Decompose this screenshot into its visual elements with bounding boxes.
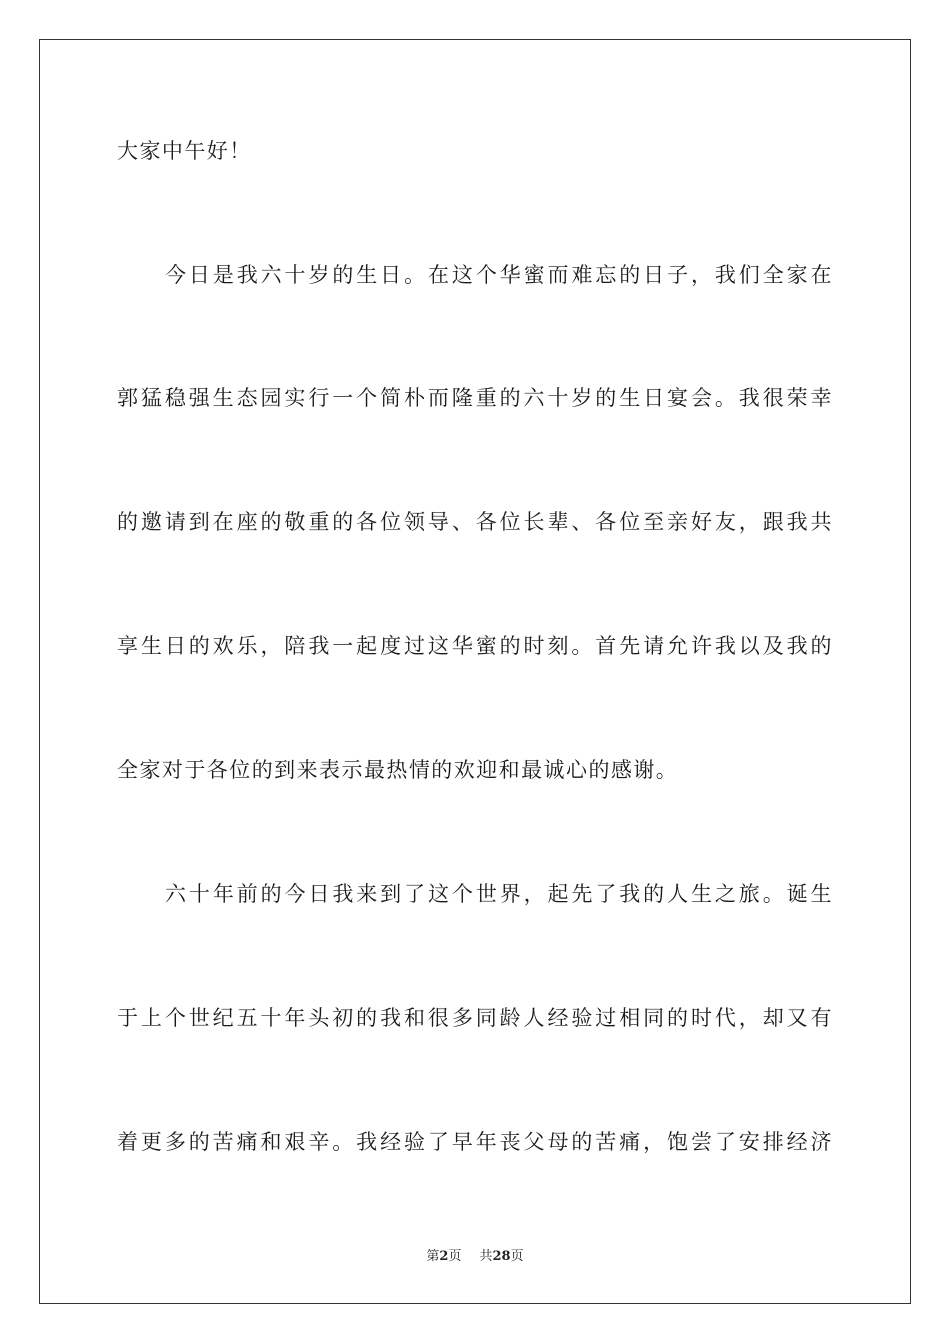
paragraph-1-line-5: 全家对于各位的到来表示最热情的欢迎和最诚心的感谢。: [117, 758, 679, 782]
paragraph-1-line-2: 郭猛稳强生态园实行一个简朴而隆重的六十岁的生日宴会。我很荣幸: [117, 386, 833, 410]
page-footer: [0, 1248, 950, 1266]
page-suffix: 页: [448, 1249, 462, 1264]
total-prefix: 共: [479, 1249, 493, 1264]
page-frame: [39, 39, 911, 1304]
page-number: 2: [439, 1249, 449, 1264]
total-suffix: 页: [510, 1249, 524, 1264]
paragraph-2-line-3: 着更多的苦痛和艰辛。我经验了早年丧父母的苦痛，饱尝了安排经济: [117, 1130, 833, 1154]
page-prefix: 第: [426, 1249, 440, 1264]
paragraph-1-line-4: 享生日的欢乐，陪我一起度过这华蜜的时刻。首先请允许我以及我的: [117, 634, 833, 658]
total-pages: 28: [492, 1249, 511, 1264]
paragraph-2-line-2: 于上个世纪五十年头初的我和很多同龄人经验过相同的时代，却又有: [117, 1006, 833, 1030]
paragraph-1-line-1: 今日是我六十岁的生日。在这个华蜜而难忘的日子，我们全家在: [165, 263, 833, 287]
paragraph-2-line-1: 六十年前的今日我来到了这个世界，起先了我的人生之旅。诞生: [165, 882, 833, 906]
paragraph-1-line-3: 的邀请到在座的敬重的各位领导、各位长辈、各位至亲好友，跟我共: [117, 510, 833, 534]
greeting-line: 大家中午好！: [117, 139, 252, 163]
